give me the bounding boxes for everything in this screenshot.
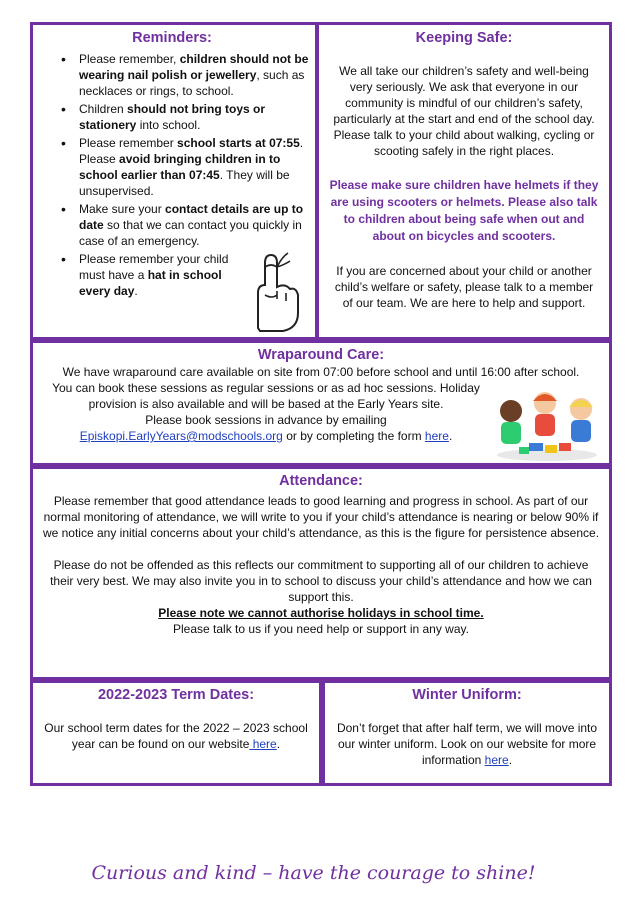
list-item: • Make sure your contact details are up to date so that we can contact you quickly in case of an emergency. (79, 201, 311, 249)
email-link[interactable]: Episkopi.EarlyYears@modschools.org (79, 429, 283, 443)
attendance-paragraph: Please do not be offended as this reflects our commitment to supporting all of our children to achieve their very best. We may also invite you in to school to discuss your child’s attendance and how we can support this. (50, 558, 592, 604)
children-playing-illustration (489, 385, 601, 463)
wraparound-text-block (41, 380, 491, 444)
term-dates-text: Our school term dates for the 2022 – 2023 school year can be found on our website here. (44, 721, 308, 751)
term-dates-panel (30, 680, 322, 786)
term-dates-link[interactable]: here (249, 737, 277, 751)
safety-paragraph: We all take our children’s safety and well-being very seriously. We ask that everyone in our community is mindful of our children’s safety, particularly at the start and end of the school day. Please talk to your child about walking, cycling or scooting safely in the right places. (333, 64, 595, 158)
wraparound-line: We have wraparound care available on site from 07:00 before school and until 16:00 after school. (62, 365, 580, 379)
welfare-paragraph: If you are concerned about your child or another child’s welfare or safety, please talk to a member of our team. We are here to help and support. (334, 264, 594, 310)
finger-string-reminder-icon (238, 243, 308, 333)
list-item: • Please remember your child must have a hat in school every day. (79, 251, 239, 299)
school-motto: Curious and kind – have the courage to shine! (91, 862, 536, 884)
attendance-title: Attendance: (279, 473, 363, 489)
term-dates-title: 2022-2023 Term Dates: (97, 687, 255, 703)
winter-uniform-text: Don’t forget that after half term, we will move into our winter uniform. Look on our website for more information here. (336, 721, 598, 767)
winter-uniform-panel (322, 680, 612, 786)
helmet-notice: Please make sure children have helmets if they are using scooters or helmets. Please also talk to children about being safe when out and about on bicycles and scooters. (329, 178, 599, 243)
wraparound-line: You can book these sessions as regular sessions or as ad hoc sessions. Holiday (52, 381, 480, 395)
wraparound-line: Please book sessions in advance by emailing (145, 413, 387, 427)
keeping-safe-panel (316, 22, 612, 340)
wraparound-line: provision is also available and will be based at the Early Years site. (88, 397, 444, 411)
list-item: • Please remember, children should not be wearing nail polish or jewellery, such as necklaces or rings, to school. (79, 51, 311, 99)
list-item: • Please remember school starts at 07:55. Please avoid bringing children in to school earlier than 07:45. They will be unsupervised. (79, 135, 311, 199)
reminders-panel (30, 22, 318, 340)
form-link[interactable]: here (424, 429, 449, 443)
winter-uniform-title: Winter Uniform: (412, 687, 522, 703)
wraparound-panel (30, 340, 612, 466)
wraparound-line: Episkopi.EarlyYears@modschools.org or by completing the form here. (79, 429, 453, 443)
attendance-panel (30, 466, 612, 680)
keeping-safe-title: Keeping Safe: (415, 30, 513, 46)
attendance-help-line: Please talk to us if you need help or support in any way. (173, 622, 469, 636)
list-item: • Children should not bring toys or stationery into school. (79, 101, 311, 133)
reminders-title: Reminders: (132, 30, 212, 46)
wraparound-title: Wraparound Care: (257, 347, 385, 363)
attendance-paragraph: Please remember that good attendance leads to good learning and progress in school. As part of our normal monitoring of attendance, we will write to you if your child’s attendance is nearing or below 90% if we notice any initial concerns about your child’s attendance, as this is the figure for persistence absence. (42, 494, 600, 540)
uniform-info-link[interactable]: here (484, 753, 509, 767)
holiday-notice: Please note we cannot authorise holidays in school time. (158, 606, 484, 620)
